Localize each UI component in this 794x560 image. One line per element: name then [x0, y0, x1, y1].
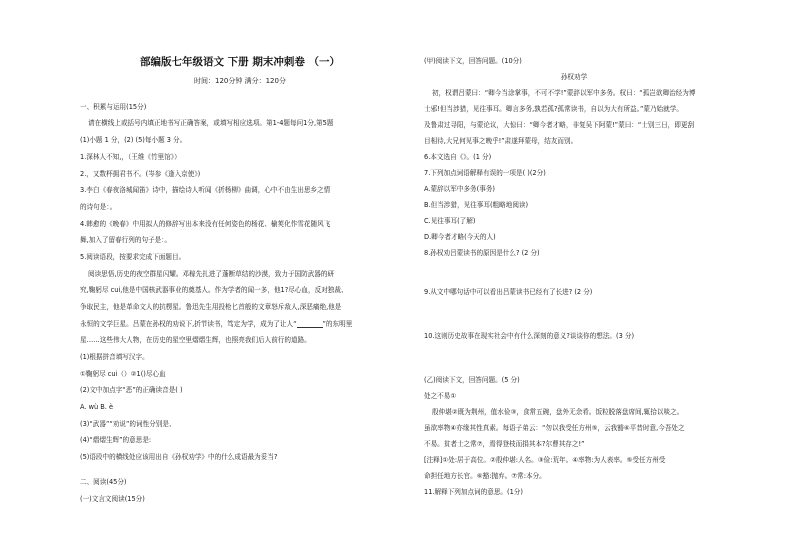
passage-line: 及鲁肃过寻阳，与蒙论议，大惊曰：“卿今者才略，非复吴下阿蒙!”蒙曰：“士别三日，即更刮: [424, 121, 695, 129]
sub-question: (1)根据拼音填写汉字。: [80, 353, 149, 361]
text-line: (1)小题 1 分，(2) (5)每小题 3 分。: [80, 136, 187, 144]
question-11: 11.解释下列加点词的意思。(1分): [424, 488, 523, 496]
passage-line: 星……这些伟大人物，在历史的星空里熠熠生辉，也照亮我们后人前行的道路。: [80, 336, 311, 344]
sub-question: ①鞠躬尽 cui（）②1()尽心血: [80, 370, 166, 378]
question-6: 6.本文选自《》。(1 分): [424, 153, 492, 161]
passage-text: 永恒的文学巨星。吕蒙在孙权的劝说下,折节读书，笃定为学，成为了让人“: [80, 320, 297, 328]
passage-line: [80, 320, 352, 328]
page-title: 部编版七年级语文 下册 期末冲刺卷 （一）: [140, 56, 340, 68]
question-10: 10.这则历史故事在现实社会中有什么深刻的意义?谈谈你的想法。(3 分): [424, 332, 635, 340]
passage-line: 士邪!但当涉猎，见往事耳。卿言多务,孰若孤?孤常读书，自以为大有所益。”蒙乃始就学。: [424, 105, 683, 113]
option-d: D.卿今者才略(今天的人): [424, 233, 496, 241]
option-c: C.见往事耳(了解): [424, 217, 476, 225]
exam-time-info: 时间：120分钟 满分：120分: [194, 77, 286, 85]
passage-line: 初，权谓吕蒙曰：“卿今当涂掌事，不可不学!”蒙辞以军中多务。权曰：“孤岂欲卿治经为博: [432, 89, 696, 97]
sub-question: (3)“武器”“劝说”的词性分别是、: [80, 420, 176, 428]
answer-blank[interactable]: [297, 320, 323, 328]
option-a: A.蒙辞以军中多务(事务): [424, 185, 495, 193]
passage-title: 孙权劝学: [560, 73, 588, 81]
section-heading: 一、积累与运用(15分): [80, 103, 147, 111]
passage-line: 阅读思悟,历史的夜空群星闪耀。邓稼先扎进了蓬断草结的沙漠，致力于国防武器的研: [88, 270, 335, 278]
section-heading: (一)文言文阅读(15分): [80, 495, 145, 503]
question-4: 4.韩愈的《晚春》中用拟人的修辞写出本来没有任何姿色的杨花、榆荚化作雪花随风飞: [80, 220, 331, 228]
option-b: B.但当涉猎，见往事耳(粗略地阅读): [424, 201, 529, 209]
passage-line: 争取民主，他是革命文人的抗楞星。鲁迅先生用投枪匕首般的文章怒斥敌人,深恶痛绝,他是: [80, 303, 342, 311]
passage-title: 处之不易①: [424, 392, 457, 400]
reading-heading: (甲)阅读下文，回答问题。(10分): [424, 57, 522, 65]
question-2: 2.，又数杯拥君书不。(岑参《逢入京使》): [80, 170, 201, 178]
text-line: 舞,加入了留春行列的句子是：。: [80, 236, 172, 244]
question-3: 3.李白《春夜洛城闻笛》诗中，描绘诗人听闻《折杨柳》曲调，心中不由生出思乡之情: [80, 186, 331, 194]
passage-line: 不易。贫者士之常⑦，焉得登枝而捐其本?尔曹其存之!”: [424, 440, 585, 448]
section-heading: 二、阅读(45分): [80, 478, 127, 486]
passage-line: 目相待,大兄何见事之晚乎!”肃遂拜蒙母，结友而别。: [424, 137, 578, 145]
annotation-line: [注释]①处:居于高位。②殷仲堪:人名。③俭:荒年。④率物:为人表率。⑤受任方州受: [424, 456, 666, 464]
sub-question: (4)“熠熠生辉”的意思是:: [80, 436, 152, 444]
passage-line: 虽欲率物④亦缘其性真素。每语子弟云：“勿以我受任方州⑤，云我豁⑥平昔时意,今吾处之: [424, 424, 685, 432]
question-5: 5.阅读语段，按要求完成下面题目。: [80, 253, 186, 261]
passage-text: ”的东明里: [322, 320, 353, 328]
sub-question: (2)文中加点字“恶”的正确读音是( ): [80, 386, 183, 394]
question-8: 8.孙权劝吕蒙读书的原因是什么? (2 分): [424, 249, 540, 257]
passage-line: 殷仲堪②既为荆州，值水俭③，食常五碗，盘外无余肴。饭粒脱落盘席间,辄拾以啖之。: [432, 408, 684, 416]
text-line: 请在横线上或括号内填正地书写正确答案，或填写相应选项。第1-4题每问1分,第5题: [88, 119, 334, 127]
passage-line: 究,鞠躬尽 cui,他是中国核武器事业的奠基人。作为学者的闻一多，他1?尽心血，反对独裁、: [80, 286, 348, 294]
question-1: 1.深林人不知,，（王维《竹里馆》）: [80, 153, 181, 161]
sub-question: (5)语段中的横线处应该用出自《孙权劝学》中的什么成语最为妥当?: [80, 453, 278, 461]
question-9: 9.从文中哪句话中可以看出吕蒙读书已经有了长进? (2 分): [424, 288, 593, 296]
reading-heading: (乙)阅读下文，回答问题。(5 分): [424, 376, 520, 384]
text-line: 的诗句是：。: [80, 203, 117, 211]
answer-options: A. wù B. è: [80, 403, 114, 411]
annotation-line: 命担任地方长官。⑥豁:抛弃。⑦常:本分。: [424, 472, 546, 480]
question-7: 7.下列加点词语解释有误的一项是( )(2分): [424, 169, 546, 177]
